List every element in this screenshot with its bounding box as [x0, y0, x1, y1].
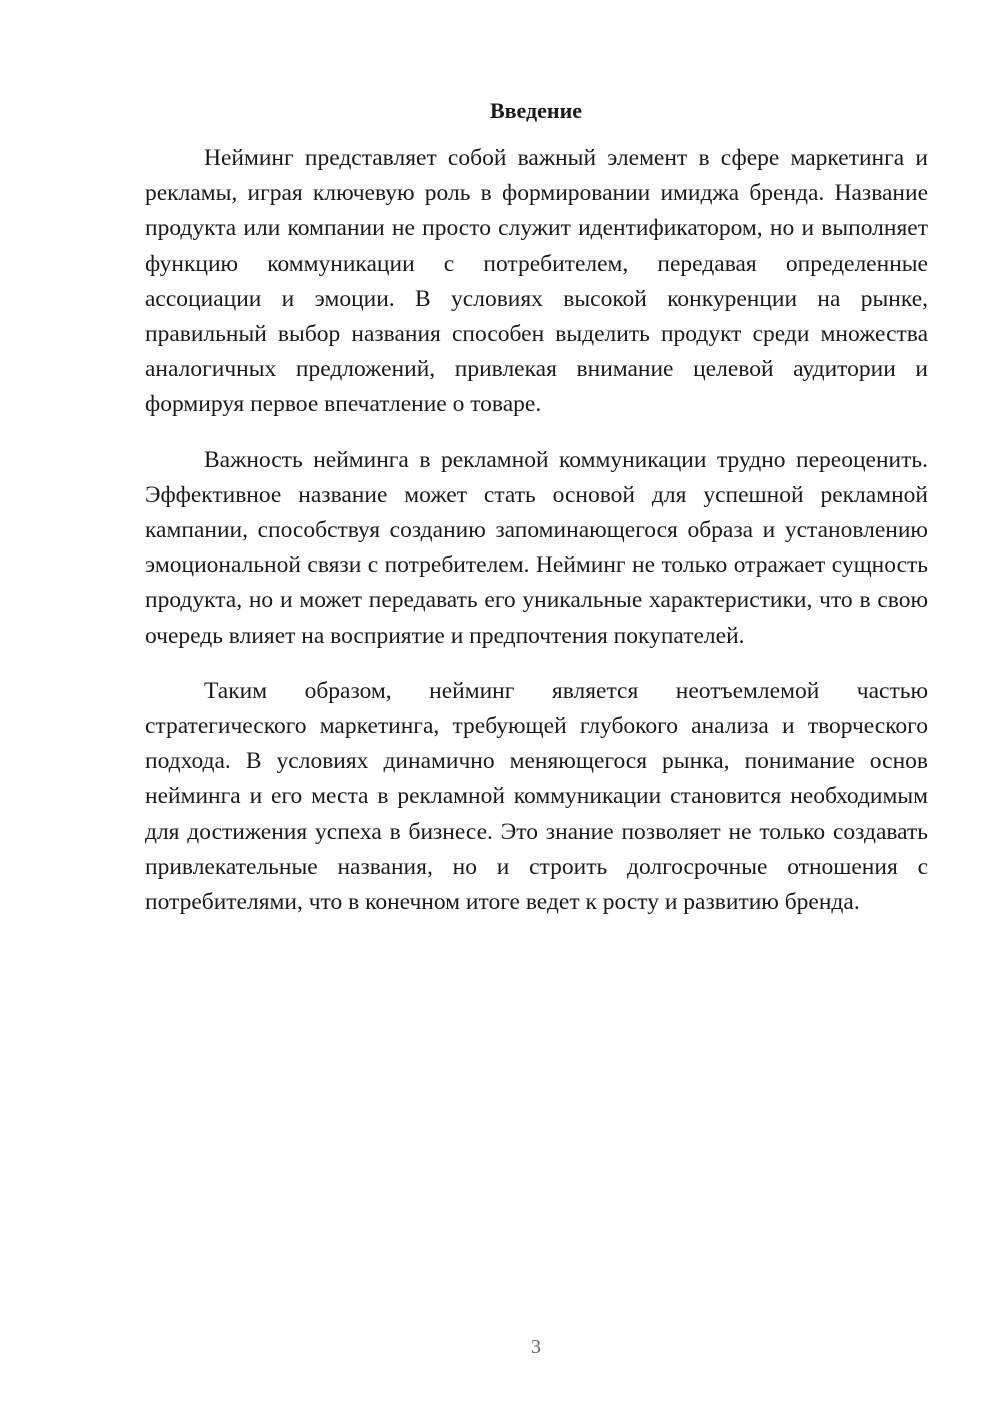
- page-number: 3: [531, 1336, 541, 1358]
- body-text: [145, 141, 928, 940]
- paragraph-1: Нейминг представляет собой важный элемент в сфере маркетинга и рекламы, играя ключевую роль в формировании имиджа бренда. Название продукта или компании не просто служит идентификатором, но и выполняет функцию коммуникации с потребителем, передавая определенные ассоциации и эмоции. В условиях высокой конкуренции на рынке, правильный выбор названия способен выделить продукт среди множества аналогичных предложений, привлекая внимание целевой аудитории и формируя первое впечатление о товаре.: [145, 145, 928, 418]
- section-heading: Введение: [489, 98, 583, 123]
- paragraph-3: Таким образом, нейминг является неотъемлемой частью стратегического маркетинга, требующей глубокого анализа и творческого подхода. В условиях динамично меняющегося рынка, понимание основ нейминга и его места в рекламной коммуникации становится необходимым для достижения успеха в бизнесе. Это знание позволяет не только создавать привлекательные названия, но и строить долгосрочные отношения с потребителями, что в конечном итоге ведет к росту и развитию бренда.: [145, 677, 928, 916]
- paragraph-2: Важность нейминга в рекламной коммуникации трудно переоценить. Эффективное название может стать основой для успешной рекламной кампании, способствуя созданию запоминающегося образа и установлению эмоциональной связи с потребителем. Нейминг не только отражает сущность продукта, но и может передавать его уникальные характеристики, что в свою очередь влияет на восприятие и предпочтения покупателей.: [145, 446, 928, 649]
